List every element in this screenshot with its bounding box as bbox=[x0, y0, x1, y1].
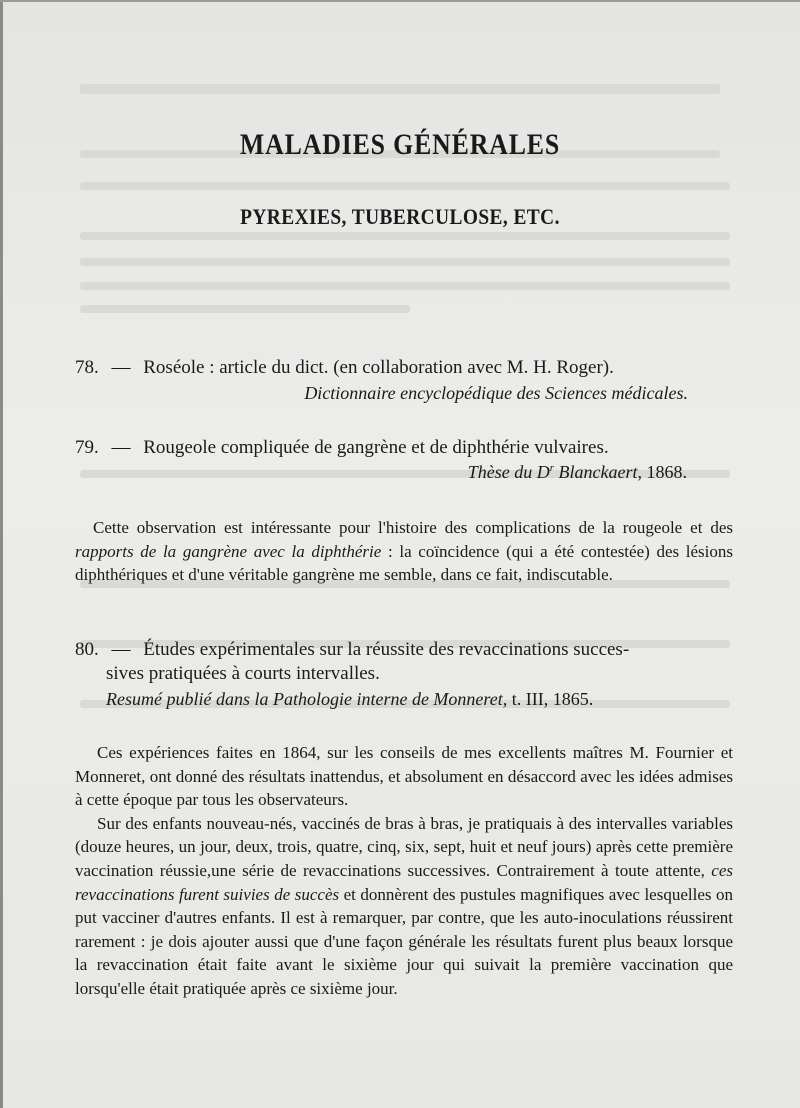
entry-number: 80. bbox=[75, 639, 99, 660]
source-text: Thèse du D bbox=[467, 462, 550, 482]
entry-number: 78. bbox=[75, 357, 99, 378]
entry-dash: — bbox=[111, 639, 131, 660]
section-subtitle: PYREXIES, TUBERCULOSE, ETC. bbox=[240, 204, 560, 229]
source-year: 1868. bbox=[642, 462, 687, 482]
entry-number: 79. bbox=[75, 437, 99, 458]
entry-title: Rougeole compliquée de gangrène et de diphthérie vulvaires. bbox=[143, 437, 609, 458]
commentary-paragraph-2 bbox=[75, 812, 733, 1001]
source-volume-year: t. III, 1865. bbox=[507, 689, 594, 709]
commentary-text: Cette observation est intéressante pour l'histoire des complications de la rougeole et des bbox=[93, 518, 733, 537]
entry-title: Roséole : article du dict. (en collaboration avec M. H. Roger). bbox=[143, 357, 614, 378]
entry-title-line1: Études expérimentales sur la réussite des revaccinations succes- bbox=[143, 639, 630, 660]
commentary-text: Sur des enfants nouveau-nés, vaccinés de bras à bras, je pratiquais à des intervalles variables (douze heures, un jour, deux, trois, quatre, cinq, six, sept, huit et neuf jours) après cette première vaccination réussie,une série de revaccinations successives. Contrairement à toute attente, bbox=[75, 813, 733, 880]
source-superscript: r bbox=[549, 462, 555, 474]
commentary-emphasis: ces revaccinations furent suivies de succès bbox=[75, 860, 733, 904]
source-author: Blanckaert, bbox=[554, 462, 642, 482]
commentary-emphasis: rapports de la gangrène avec la diphthérie bbox=[75, 541, 382, 561]
entry-80-title-line2: sives pratiquées à courts intervalles. bbox=[106, 663, 380, 684]
section-title: MALADIES GÉNÉRALES bbox=[239, 128, 561, 161]
entry-80 bbox=[75, 639, 629, 661]
entry-79 bbox=[75, 437, 609, 459]
entry-dash: — bbox=[111, 437, 131, 458]
entry-78 bbox=[75, 357, 614, 379]
commentary-text-end: : la coïncidence (qui a été contestée) des lésions diphthériques et d'une véritable gangrène me semble, dans ce fait, indiscutable. bbox=[75, 541, 734, 585]
entry-79-commentary bbox=[75, 516, 733, 587]
source-text: Resumé publié dans la Pathologie interne de Monneret, bbox=[106, 689, 508, 709]
entry-78-source: Dictionnaire encyclopédique des Sciences médicales. bbox=[304, 383, 688, 403]
entry-80-source bbox=[106, 689, 593, 710]
commentary-paragraph-1: Ces expériences faites en 1864, sur les conseils de mes excellents maîtres M. Fournier et Monneret, ont donné des résultats inattendus, et absolument en désaccord avec les idées admises à cette époque par tous les observateurs. bbox=[75, 743, 733, 810]
entry-dash: — bbox=[111, 357, 131, 378]
commentary-text-end: et donnèrent des pustules magnifiques avec lesquelles on put vacciner d'autres enfants. Il est à remarquer, par contre, que les auto-inoculations réussirent rarement : je dois ajouter aussi que d'une façon générale les résultats furent plus beaux lorsque la revaccination était faite avant le sixième jour qui suivait la première vaccination que lorsqu'elle était pratiquée après ce sixième jour. bbox=[75, 884, 733, 998]
entry-79-source bbox=[468, 462, 687, 483]
entry-80-commentary bbox=[75, 741, 733, 1001]
